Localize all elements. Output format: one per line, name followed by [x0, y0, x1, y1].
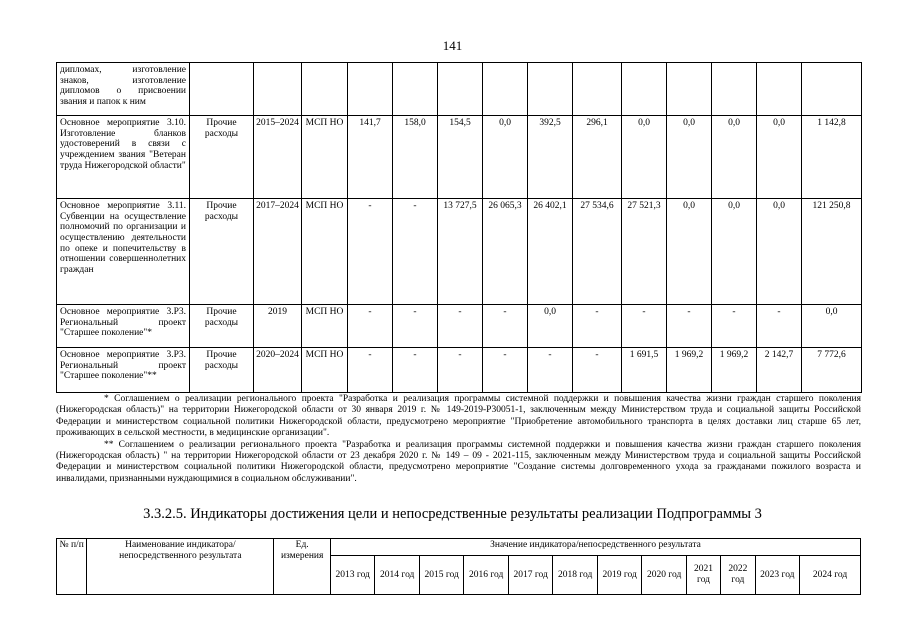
value-cell: 0,0 — [667, 199, 712, 305]
executor-cell: МСП НО — [302, 199, 348, 305]
value-cell — [667, 63, 712, 116]
value-cell: - — [622, 305, 667, 348]
value-cell — [757, 63, 802, 116]
value-cell: 0,0 — [712, 199, 757, 305]
value-cell: 0,0 — [483, 116, 528, 199]
header-year: 2018 год — [553, 556, 597, 595]
value-cell: - — [757, 305, 802, 348]
header-year: 2014 год — [375, 556, 419, 595]
value-cell: 121 250,8 — [802, 199, 862, 305]
value-cell: 158,0 — [393, 116, 438, 199]
header-year: 2015 год — [419, 556, 463, 595]
value-cell — [483, 63, 528, 116]
value-cell — [393, 63, 438, 116]
activity-name-cell: Основное мероприятие 3.Р3. Региональный проект "Старшее поколение"** — [57, 348, 190, 393]
value-cell: 27 521,3 — [622, 199, 667, 305]
value-cell: - — [483, 348, 528, 393]
header-year: 2021 год — [686, 556, 720, 595]
funding-source-cell: Прочие расходы — [190, 116, 254, 199]
value-cell: 0,0 — [802, 305, 862, 348]
header-year: 2020 год — [642, 556, 686, 595]
period-cell: 2019 — [254, 305, 302, 348]
value-cell: 1 969,2 — [667, 348, 712, 393]
value-cell: 7 772,6 — [802, 348, 862, 393]
funding-source-cell: Прочие расходы — [190, 348, 254, 393]
value-cell: 296,1 — [573, 116, 622, 199]
period-cell: 2020–2024 — [254, 348, 302, 393]
value-cell — [573, 63, 622, 116]
header-values-group: Значение индикатора/непосредственного результата — [330, 539, 860, 556]
activity-name-cell: Основное мероприятие 3.10. Изготовление бланков удостоверений в связи с учреждением звания "Ветеран труда Нижегородской области" — [57, 116, 190, 199]
value-cell — [438, 63, 483, 116]
period-cell: 2015–2024 — [254, 116, 302, 199]
section-title: 3.3.2.5. Индикаторы достижения цели и непосредственные результаты реализации Подпрограммы 3 — [143, 506, 762, 522]
value-cell: 13 727,5 — [438, 199, 483, 305]
value-cell — [712, 63, 757, 116]
value-cell: - — [573, 305, 622, 348]
period-cell: 2017–2024 — [254, 199, 302, 305]
header-year: 2022 год — [721, 556, 755, 595]
value-cell: - — [348, 348, 393, 393]
value-cell: 392,5 — [528, 116, 573, 199]
executor-cell: МСП НО — [302, 116, 348, 199]
header-name: Наименование индикатора/непосредственного результата — [87, 539, 274, 595]
table-row — [57, 348, 862, 393]
value-cell: 2 142,7 — [757, 348, 802, 393]
value-cell: 1 691,5 — [622, 348, 667, 393]
value-cell: 1 969,2 — [712, 348, 757, 393]
value-cell: 1 142,8 — [802, 116, 862, 199]
value-cell: 0,0 — [528, 305, 573, 348]
value-cell: 0,0 — [757, 116, 802, 199]
budget-table — [56, 62, 862, 393]
header-unit: Ед. измерения — [274, 539, 331, 595]
funding-source-cell: Прочие расходы — [190, 305, 254, 348]
activity-name-cell: Основное мероприятие 3.11. Субвенции на осуществление полномочий по организации и осуществлению деятельности по опеке и попечительству в отношении совершеннолетних граждан — [57, 199, 190, 305]
funding-source-cell — [190, 63, 254, 116]
value-cell — [622, 63, 667, 116]
indicators-table — [56, 538, 861, 595]
header-year: 2017 год — [508, 556, 552, 595]
header-year: 2023 год — [755, 556, 799, 595]
header-year: 2013 год — [330, 556, 374, 595]
value-cell: - — [528, 348, 573, 393]
value-cell: - — [393, 199, 438, 305]
executor-cell: МСП НО — [302, 348, 348, 393]
table-row — [57, 116, 862, 199]
value-cell: - — [348, 199, 393, 305]
value-cell: - — [483, 305, 528, 348]
value-cell: - — [438, 305, 483, 348]
value-cell: 154,5 — [438, 116, 483, 199]
executor-cell: МСП НО — [302, 305, 348, 348]
table-row — [57, 305, 862, 348]
value-cell: 27 534,6 — [573, 199, 622, 305]
header-year: 2016 год — [464, 556, 508, 595]
value-cell: - — [348, 305, 393, 348]
footnote: * Соглашением о реализации регионального проекта "Разработка и реализация программы системной поддержки и повышения качества жизни граждан старшего поколения (Нижегородская область)" на территории Нижегородской области от 30 января 2019 г. № 149-2019-P30051-1, заключенным между Министерством труда и социальной защиты Российской Федерации и министерством социальной политики Нижегородской области, предусмотрено мероприятие "Приобретение автомобильного транспорта в целях доставки лиц старше 65 лет, проживающих в сельской местности, в медицинские организации". — [56, 394, 861, 439]
value-cell: 0,0 — [712, 116, 757, 199]
value-cell: 0,0 — [622, 116, 667, 199]
value-cell: - — [393, 305, 438, 348]
value-cell: 26 065,3 — [483, 199, 528, 305]
value-cell — [528, 63, 573, 116]
activity-name-cell: Основное мероприятие 3.Р3. Региональный проект "Старшее поколение"* — [57, 305, 190, 348]
funding-source-cell: Прочие расходы — [190, 199, 254, 305]
value-cell — [802, 63, 862, 116]
table-row — [57, 63, 862, 116]
period-cell — [254, 63, 302, 116]
activity-name-cell: дипломах, изготовление знаков, изготовление дипломов о присвоении звания и папок к ним — [57, 63, 190, 116]
footnotes — [56, 394, 861, 485]
header-year: 2019 год — [597, 556, 641, 595]
value-cell: - — [667, 305, 712, 348]
value-cell: - — [393, 348, 438, 393]
table-row — [57, 199, 862, 305]
footnote: ** Соглашением о реализации регионального проекта "Разработка и реализация программы системной поддержки и повышения качества жизни граждан старшего поколения (Нижегородская область) " на территории Нижегородской области от 23 декабря 2020 г. № 149 – 09 - 2021-115, заключенным между Министерством труда и социальной защиты Российской Федерации и министерством социальной политики Нижегородской области, предусмотрено мероприятие "Создание системы долговременного ухода за гражданами пожилого возраста и инвалидами, признанными нуждающимися в социальном обслуживании". — [56, 439, 861, 484]
value-cell — [348, 63, 393, 116]
value-cell: 0,0 — [757, 199, 802, 305]
value-cell: 26 402,1 — [528, 199, 573, 305]
value-cell: - — [438, 348, 483, 393]
value-cell: - — [573, 348, 622, 393]
value-cell: - — [712, 305, 757, 348]
header-year: 2024 год — [800, 556, 861, 595]
page-number: 141 — [442, 38, 463, 53]
executor-cell — [302, 63, 348, 116]
value-cell: 141,7 — [348, 116, 393, 199]
header-num: № п/п — [57, 539, 87, 595]
value-cell: 0,0 — [667, 116, 712, 199]
